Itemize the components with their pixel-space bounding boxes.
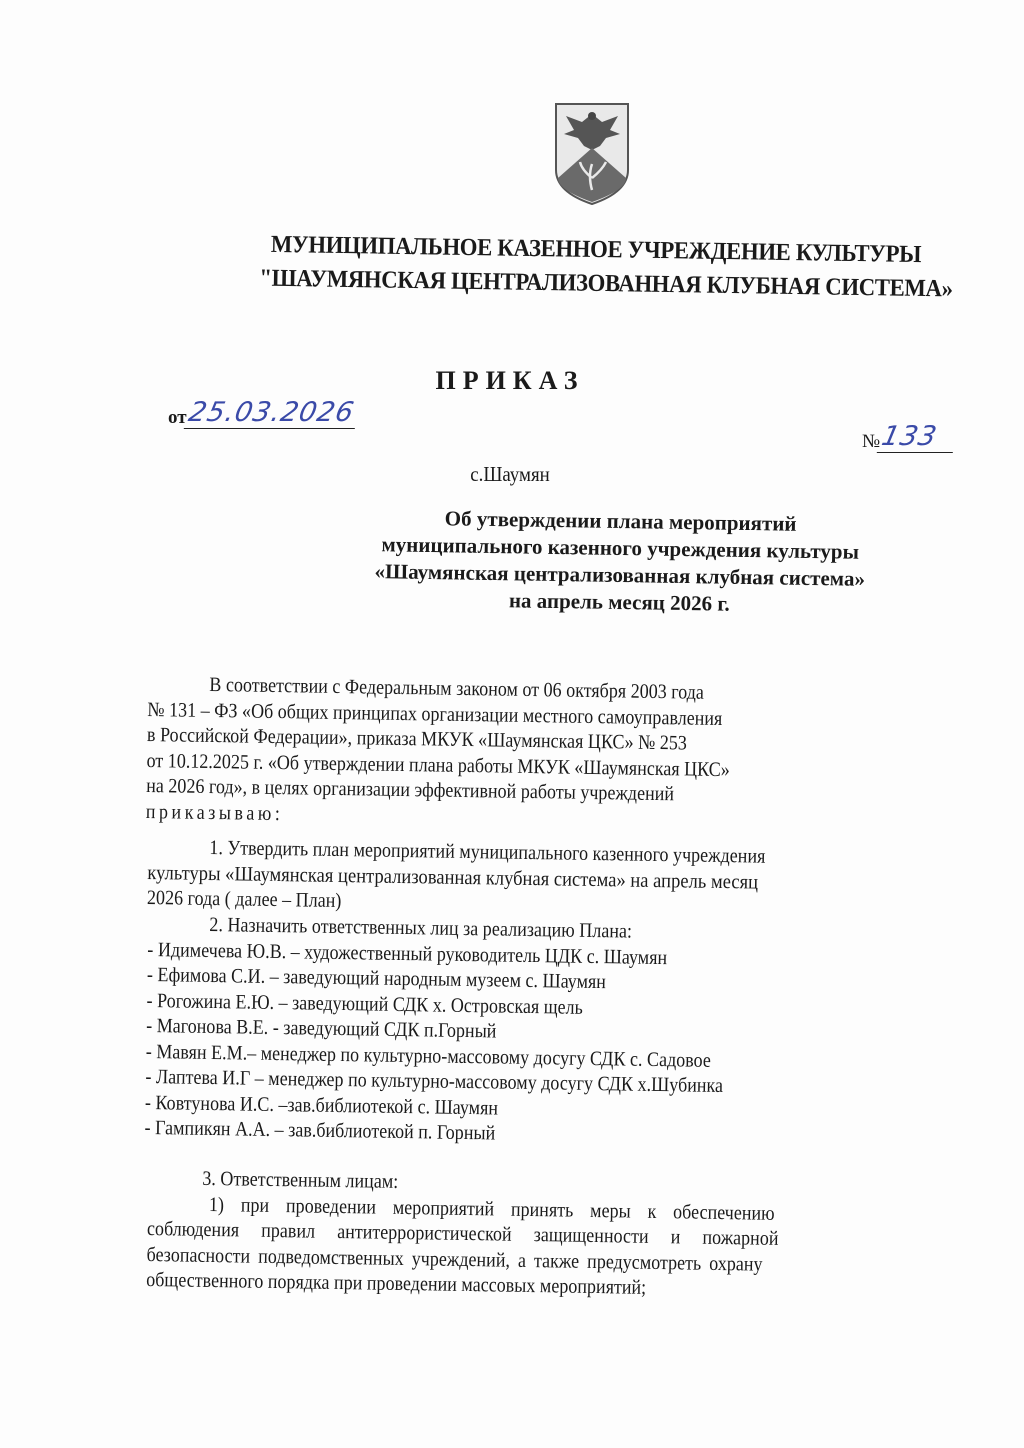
responsible-person: - Идимечева Ю.В. – художественный руководитель ЦДК с. Шаумян	[147, 938, 668, 969]
subject-line: муниципального казенного учреждения культуры	[381, 532, 860, 564]
document-title: ПРИКАЗ	[435, 366, 585, 395]
preamble-line: на 2026 год», в целях организации эффективной работы учреждений	[146, 774, 675, 806]
organization-name-line1: МУНИЦИПАЛЬНОЕ КАЗЕННОЕ УЧРЕЖДЕНИЕ КУЛЬТУРЫ	[270, 230, 922, 269]
subject-line: Об утверждении плана мероприятий	[444, 506, 797, 536]
order-number-row	[862, 422, 956, 453]
item-3	[146, 1166, 978, 1307]
responsible-person: - Лаптева И.Г – менеджер по культурно-массовому досугу СДК х.Шубинка	[145, 1065, 724, 1098]
number-prefix: №	[862, 431, 881, 452]
item-3-1-line: общественного порядка при проведении массовых мероприятий;	[146, 1268, 647, 1299]
item-3-1-line: 1) при проведении мероприятий принять меры к обеспечению	[208, 1193, 775, 1225]
order-date-handwritten: 25.03.2026	[183, 398, 360, 429]
item-1-line: 2026 года ( далее – План)	[146, 886, 342, 913]
preamble	[146, 672, 978, 838]
organization-name-line2: "ШАУМЯНСКАЯ ЦЕНТРАЛИЗОВАННАЯ КЛУБНАЯ СИСТЕМА»	[259, 264, 953, 303]
place-of-issue: с.Шаумян	[470, 462, 550, 486]
preamble-decree-word: приказываю:	[145, 800, 284, 825]
item-1	[147, 835, 978, 925]
item-3-1-line: безопасности подведомственных учреждений, а также предусмотреть охрану	[146, 1243, 763, 1276]
preamble-line: в Российской Федерации», приказа МКУК «Шаумянская ЦКС» № 253	[146, 723, 688, 755]
responsible-person: - Мавян Е.М.– менеджер по культурно-массовому досугу СДК с. Садовое	[145, 1040, 712, 1072]
responsible-person: - Рогожина Е.Ю. – заведующий СДК х. Островская щель	[146, 989, 584, 1019]
subject-line: на апрель месяц 2026 г.	[508, 588, 730, 616]
responsible-person: - Гампикян А.А. – зав.библиотекой п. Горный	[144, 1116, 496, 1145]
item-1-line: 1. Утвердить план мероприятий муниципального казенного учреждения	[209, 836, 766, 868]
responsible-person: - Ковтунова И.С. –зав.библиотекой с. Шаумян	[144, 1091, 499, 1120]
coat-of-arms-icon	[552, 100, 632, 208]
item-3-title: 3. Ответственным лицам:	[202, 1167, 399, 1193]
preamble-line: № 131 – ФЗ «Об общих принципах организации местного самоуправления	[147, 698, 723, 730]
item-3-1-line: соблюдения правил антитеррористической защищенности и пожарной	[146, 1217, 779, 1250]
responsible-person: - Ефимова С.И. – заведующий народным музеем с. Шаумян	[146, 963, 607, 994]
item-2-title: 2. Назначить ответственных лиц за реализацию Плана:	[209, 913, 633, 943]
subject-line: «Шаумянская централизованная клубная система»	[374, 559, 866, 591]
item-2	[144, 912, 978, 1155]
order-date-row	[168, 398, 357, 429]
preamble-line: В соответствии с Федеральным законом от 06 октября 2003 года	[209, 673, 705, 704]
preamble-line: от 10.12.2025 г. «Об утверждении плана работы МКУК «Шаумянская ЦКС»	[146, 749, 730, 781]
order-number-handwritten: 133	[877, 422, 960, 453]
order-subject	[299, 503, 941, 621]
responsible-person: - Магонова В.Е. - заведующий СДК п.Горный	[146, 1014, 497, 1043]
item-1-line: культуры «Шаумянская централизованная клубная система» на апрель месяц	[147, 861, 759, 894]
date-prefix: от	[168, 407, 187, 428]
